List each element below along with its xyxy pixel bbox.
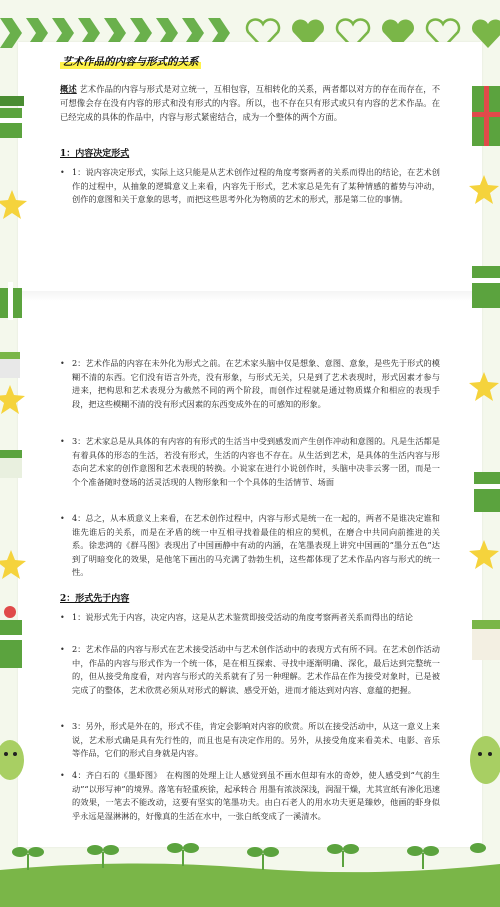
overview-text: 艺术作品的内容与形式是对立统一，互相包容，互相转化的关系，两者都以对方的存在而存在，不可想像会存在没有内容的形式和没有形式的内容。所以，也不存在只有形式或只有内容的艺术作品。在已经完成的具体的作品中，内容与形式紧密结合，成为一个整体的两个方面。 <box>60 84 440 122</box>
section-2-item-1 <box>60 611 440 625</box>
section-2-item-3 <box>60 720 440 761</box>
star-icon <box>469 175 499 204</box>
bullet-dot-icon: • <box>60 722 65 731</box>
gift-box-icon <box>474 472 500 512</box>
section-2-heading <box>60 591 129 604</box>
star-icon <box>469 540 499 569</box>
gift-box-icon <box>0 96 24 138</box>
item-text: 1：说形式先于内容，决定内容，这是从艺术鉴赏即接受活动的角度考察两者关系而得出的结论 <box>72 612 413 622</box>
section-1-title: 1：内容决定形式 <box>60 149 130 159</box>
section-1-item-4 <box>60 512 440 580</box>
sprout-icon <box>12 843 486 857</box>
section-2-item-4 <box>60 769 440 823</box>
section-1-item-3 <box>60 435 440 489</box>
section-1-item-2 <box>60 357 440 411</box>
bullet-dot-icon: • <box>60 771 65 780</box>
item-text: 2：艺术作品的内容在未外化为形式之前。在艺术家头脑中仅是想象、意图、意象，是些先于形式的模糊不清的东西。它们没有语言外壳，没有形象，与形式无关，只是到了艺术表现时，形式因素才参与进来，把构思和艺术表现分为截然不同的两个阶段，而创作过程就是通过物质媒介和相应的表现手段，把这些模糊不清的没有形式因素的东西变成外在的可感知的形象。 <box>72 358 440 409</box>
star-icon <box>0 550 26 579</box>
pear-face-icon <box>470 736 500 784</box>
section-2-title: 2：形式先于内容 <box>60 594 130 604</box>
gift-box-icon <box>0 606 22 668</box>
gift-box-icon <box>472 266 500 308</box>
gift-box-icon <box>0 352 20 378</box>
gift-box-icon <box>0 450 22 478</box>
right-decor-strip <box>466 60 500 850</box>
item-text: 2：艺术作品的内容与形式在艺术接受活动中与艺术创作活动中的表现方式有所不同。在艺术创作活动中，作品的内容与形式作为一个统一体，是在相互探索、寻找中逐渐明确、深化，最后达到完整统一的，但从接受角度看，对内容与形式的关系就有了另一种理解。艺术作品在作为接受对象时，已是被完成了的整体，艺术欣赏必须从对形式的解读、感受开始，进而才能达到对内容、意蕴的把握。 <box>72 644 440 695</box>
bullet-dot-icon: • <box>60 168 65 177</box>
item-text: 3：艺术家总是从具体的有内容的有形式的生活当中受到感发而产生创作冲动和意图的。凡是生活都是有着具体的形态的生活，若没有形式，生活的内容也不存在。从生活到艺术，是具体的生活内容与形态向艺术家的创作意图和艺术表现的转换。小说家在进行小说创作时，头脑中决非云雾一团，而是一个个准备随时登场的活灵活现的人物形象和一个个具体的生活情节、场面 <box>72 436 440 487</box>
item-text: 3：另外，形式是外在的，形式不佳，肯定会影响对内容的欣赏。所以在接受活动中，从这一意义上来说，艺术形式确是具有先行性的，而且也是有决定作用的。另外，从接受角度来看美术、电影、音乐等作品，它们的形式自身就是内容。 <box>72 721 440 759</box>
item-text: 1：说内容决定形式，实际上这只能是从艺术创作过程的角度考察两者的关系而得出的结论，在艺术创作的过程中，从抽象的逻辑意义上来看，内容先于形式，艺术家总是先有了某种情感的蓄势与冲动，创作的意图和关于意象的思考，而把这些思考外化为物质的艺术的形式，那是第二位的事情。 <box>72 167 440 205</box>
section-1-heading <box>60 146 129 159</box>
overview-label: 概述 <box>60 84 77 94</box>
star-icon <box>0 190 27 219</box>
item-text: 4：齐白石的《墨虾图》 在构图的处理上让人感觉到虽不画水但却有水的奇妙，使人感受到“气韵生动”“以形写神”的境界。落笔有轻重疾徐，起承转合 用墨有浓淡深浅，润湿干燥，尤其宣纸有渗化迅速的效果，一笔去不能改动，这要有坚实的笔墨功夫。由白石老人的用水功夫更是臻妙，他画的虾身似乎永远是湿淋淋的，好像真的生活在水中，一张白纸变成了一溪清水。 <box>72 770 440 821</box>
left-decor-strip <box>0 60 30 850</box>
star-icon <box>469 372 499 401</box>
section-1-item-1 <box>60 166 440 207</box>
gift-box-icon <box>472 620 500 660</box>
bottom-decor-band <box>0 830 500 907</box>
star-icon <box>0 385 25 414</box>
overview-paragraph <box>60 82 440 124</box>
bullet-dot-icon: • <box>60 359 65 368</box>
bullet-dot-icon: • <box>60 514 65 523</box>
page-fold-divider <box>18 291 482 301</box>
gift-box-icon <box>472 86 500 146</box>
bullet-dot-icon: • <box>60 437 65 446</box>
bullet-dot-icon: • <box>60 645 65 654</box>
section-2-item-2 <box>60 643 440 697</box>
item-text: 4：总之，从本质意义上来看，在艺术创作过程中，内容与形式是统一在一起的，两者不是谁决定谁和谁先谁后的关系，而是在矛盾的统一中互相寻找着最佳的相应的契机，在磨合中共同向前推进的关系。徐悲鸿的《群马图》表现出了中国画静中有动的内涵，在笔墨表现上讲究中国画的“墨分五色”达到了明暗变化的效果，是他笔下画出的马充满了勃勃生机，这些都体现了艺术作品内容与形式的统一性。 <box>72 513 440 578</box>
bullet-dot-icon: • <box>60 613 65 622</box>
gift-box-icon <box>0 282 22 320</box>
document-title: 艺术作品的内容与形式的关系 <box>62 56 199 68</box>
pear-face-icon <box>0 740 24 780</box>
